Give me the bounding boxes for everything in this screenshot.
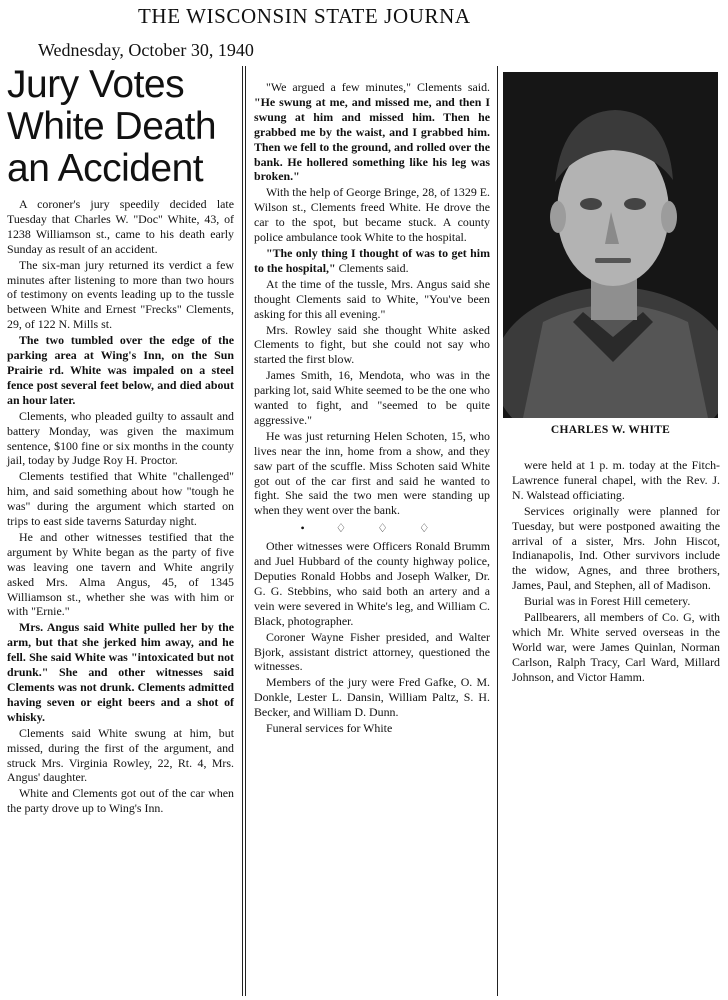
portrait-figure [503,72,718,418]
headline-line-3: an Accident [7,147,204,190]
headline [7,64,234,190]
paragraph: Clements testified that White "challenged" him, and said something about how "tough he was" during the argument which started on trips to east side taverns Saturday night. [7,469,234,529]
article-column-2 [254,80,490,736]
headline-line-1: Jury Votes [7,63,185,106]
paragraph: The six-man jury returned its verdict a few minutes after listening to more than two hours of testimony on events leading up to the tussle between White and Ernest "Frecks" Clements, 29, of 122 N. Mills st. [7,257,234,332]
paragraph: Clements said White swung at him, but missed, during the first of the argument, and struck Mrs. Virginia Rowley, 22, Rt. 4, Mrs. Angus' daughter. [7,725,234,785]
headline-line-2: White Death [7,105,217,148]
column-rule-1 [242,66,243,996]
portrait-photo [503,72,718,418]
paragraph: At the time of the tussle, Mrs. Angus said she thought Clements said to White, "You've been asking for this all evening." [254,276,490,321]
paragraph: "We argued a few minutes," Clements said. "He swung at me, and missed me, and then I swung at him and missed him. Then he grabbed me by the waist, and I grabbed him. Then we fell to the ground, and rolled over the bank. He hollered something like his leg was broken." [254,80,490,184]
masthead-title: THE WISCONSIN STATE JOURNA [138,4,471,28]
article-column-1 [7,64,234,816]
paragraph: Burial was in Forest Hill cemetery. [524,594,691,609]
paragraph: Members of the jury were Fred Gafke, O. M. Donkle, Lester L. Dansin, William Paltz, S. H. Becker, and William D. Dunn. [254,675,490,720]
paragraph: James Smith, 16, Mendota, who was in the parking lot, said White seemed to be the one who wanted to fight, and "seemed to be quite aggressive." [254,368,490,427]
paragraph: Mrs. Rowley said she thought White asked Clements to fight, but she could not say who started the first blow. [254,322,490,367]
paragraph: With the help of George Bringe, 28, of 1329 E. Wilson st., Clements freed White. He drove the car to the spot, but became stuck. A county police ambulance took White to the hospital. [254,185,490,245]
column-2-paragraphs-bottom [254,539,490,736]
paragraph: Other witnesses were Officers Ronald Brumm and Juel Hubbard of the county highway police, Deputies Ronald Hobbs and Joseph Walker, Dr. G. G. Stebbins, who said both an artery and a vein were severed in White's leg, and William C. Black, photographer. [254,539,490,628]
masthead [0,4,728,32]
column-1-paragraphs [7,197,234,816]
paragraph: He was just returning Helen Schoten, 15, who lives near the inn, home from a show, and they saw part of the scuffle. Miss Schoten said White got out of the car first and said he wanted to fight. She said the two men were standing up when they went over the bank. [254,428,490,518]
paragraph: Services originally were planned for Tuesday, but were postponed awaiting the arrival of a sister, Mrs. John Hiscot, Indianapolis, Ind. Other survivors include the widow, Agnes, and three brothers, James, Paul, and Stephen, all of Madison. [512,503,720,593]
paragraph: White and Clements got out of the car when the party drove up to Wing's Inn. [7,786,234,816]
paragraph: Funeral services for White [266,721,393,736]
article-column-3 [512,458,720,685]
column-rule-2 [245,66,246,996]
column-2-paragraphs-top [254,80,490,518]
paragraph: Coroner Wayne Fisher presided, and Walter Bjork, assistant district attorney, questioned the witnesses. [254,629,490,674]
paragraph: Clements, who pleaded guilty to assault and battery Monday, was given the maximum sentence, $100 fine or six months in the county jail, today by Judge Roy H. Proctor. [7,408,234,468]
column-3-paragraphs [512,458,720,685]
dateline: Wednesday, October 30, 1940 [38,40,254,60]
paragraph: were held at 1 p. m. today at the Fitch-Lawrence funeral chapel, with the Rev. J. N. Walstead officiating. [512,458,720,502]
paragraph: He and other witnesses testified that the argument by White began as the party of five was leaving one tavern and White angrily asked Mrs. Alma Angus, 45, of 1345 Williamson st., whether she was with him or with "Ernie." [7,529,234,619]
paragraph: The two tumbled over the edge of the parking area at Wing's Inn, on the Sun Prairie rd. White was impaled on a steel fence post several feet below, and died about an hour later. [7,333,234,407]
paragraph: "The only thing I thought of was to get him to the hospital," Clements said. [254,245,490,275]
photo-caption: CHARLES W. WHITE [550,424,671,436]
paragraph: Mrs. Angus said White pulled her by the arm, but that she jerked him away, and he fell. She said White was "intoxicated but not drunk." She and other witnesses said Clements was not drunk. Clements admitted having seven or eight beers and a shot of whisky. [7,620,234,724]
column-rule-3 [497,66,498,996]
section-divider: • ♢ ♢ ♢ [300,521,444,536]
paragraph: Pallbearers, all members of Co. G, with which Mr. White served overseas in the World war, were James Quinlan, Norman Carlson, Ralph Tracy, Carl Ward, Millard Johnson, and Victor Hamm. [512,610,720,684]
paragraph: A coroner's jury speedily decided late Tuesday that Charles W. "Doc" White, 43, of 1238 Williamson st., came to his death early Sunday as result of an accident. [7,197,234,256]
